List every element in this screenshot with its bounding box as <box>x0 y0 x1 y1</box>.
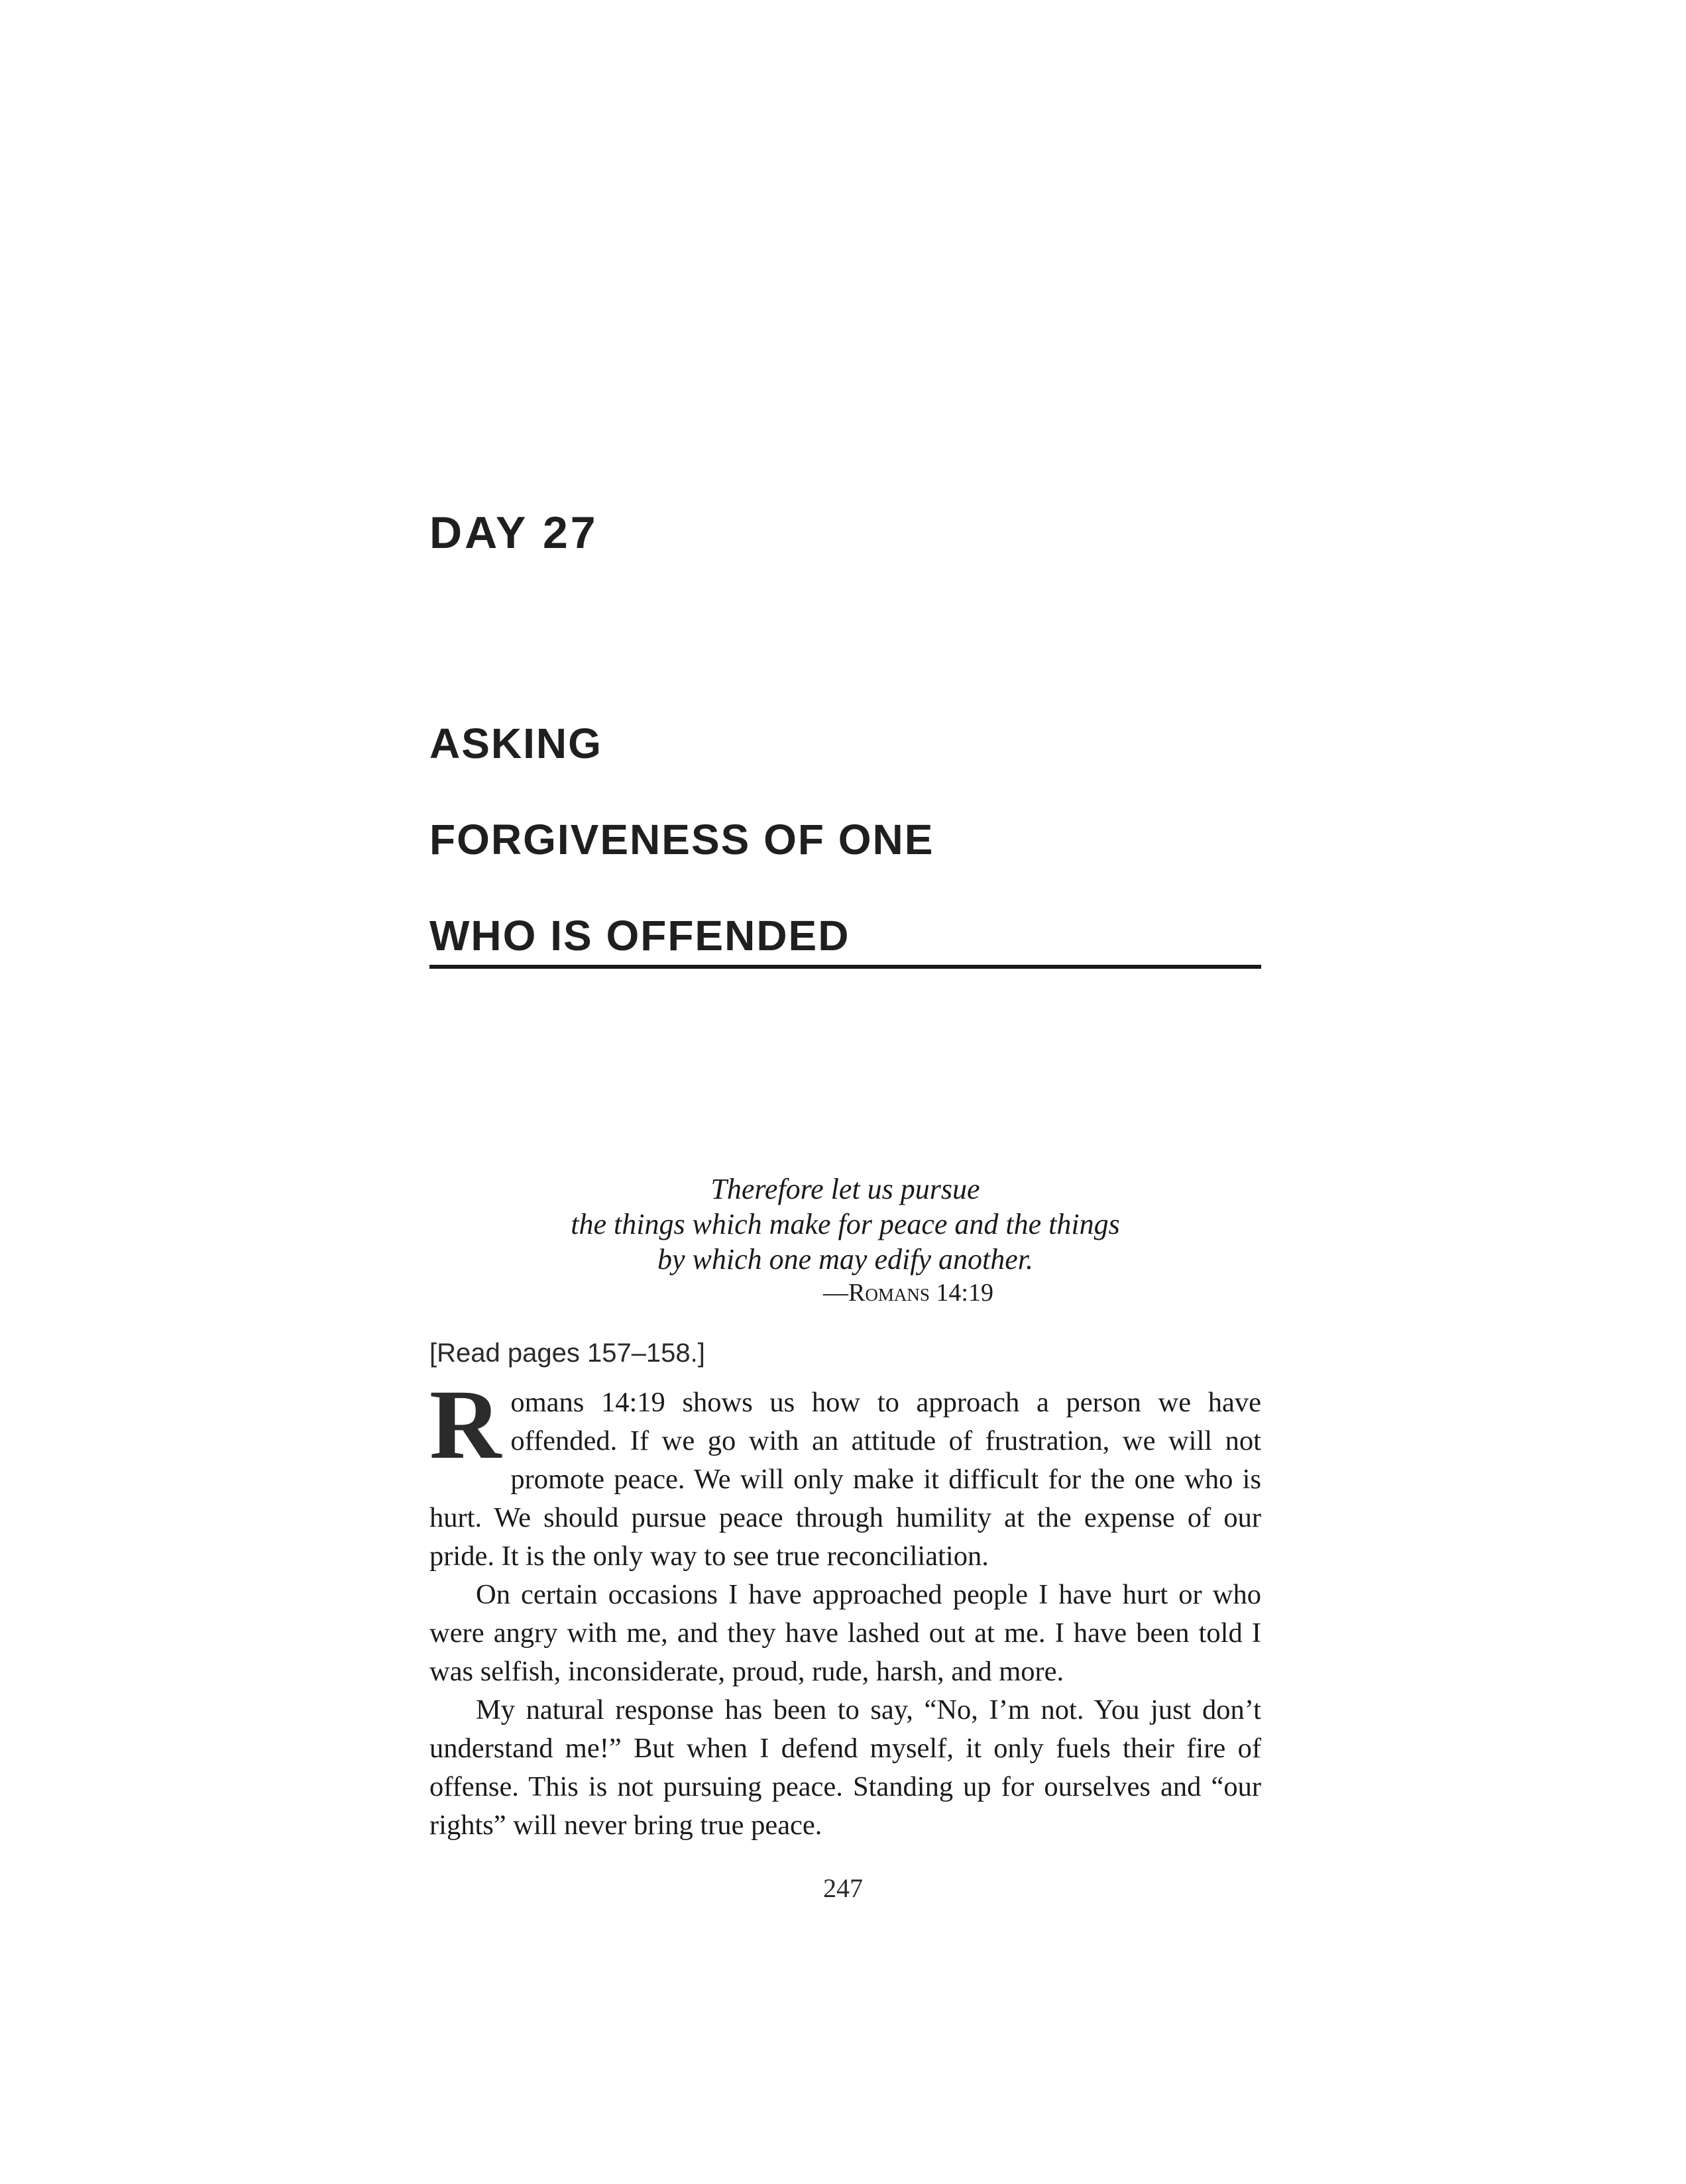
citation-dash: — <box>823 1279 849 1307</box>
citation-reference: 14:19 <box>936 1279 993 1307</box>
title-line: ASKING <box>429 720 602 767</box>
epigraph-line: by which one may edify another. <box>657 1243 1033 1276</box>
page-number: 247 <box>823 1873 863 1903</box>
epigraph <box>429 1172 1261 1309</box>
paragraph <box>429 1370 1261 1576</box>
title-underline-rule <box>429 965 1261 969</box>
title-line: WHO IS OFFENDED <box>429 912 850 959</box>
reading-assignment-note: [Read pages 157–158.] <box>429 1338 705 1368</box>
chapter-title <box>429 722 1261 1010</box>
paragraph: My natural response has been to say, “No, I’m not. You just don’t understand me!” But when I defend myself, it only fuels their fire of offense. This is not pursuing peace. Standing up for ourselves and “our rights” will never bring true peace. <box>429 1694 1261 1841</box>
day-label: DAY 27 <box>429 508 598 558</box>
drop-cap: R <box>429 1370 502 1480</box>
paragraph-text: omans 14:19 shows us how to approach a person we have offended. If we go with an attitude of frustration, we will not promote peace. We will only make it difficult for the one who is hurt. We should pursue peace through humility at the expense of our pride. It is the only way to see true reconciliation. <box>429 1387 1261 1572</box>
epigraph-citation <box>429 1277 1261 1309</box>
epigraph-line: the things which make for peace and the things <box>571 1208 1120 1240</box>
title-line: FORGIVENESS OF ONE <box>429 816 934 863</box>
citation-book: Romans <box>848 1279 930 1307</box>
paragraph: On certain occasions I have approached people I have hurt or who were angry with me, and they have lashed out at me. I have been told I was selfish, inconsiderate, proud, rude, harsh, and more. <box>429 1579 1261 1687</box>
epigraph-line: Therefore let us pursue <box>710 1173 980 1205</box>
body-text <box>429 1370 1261 1845</box>
